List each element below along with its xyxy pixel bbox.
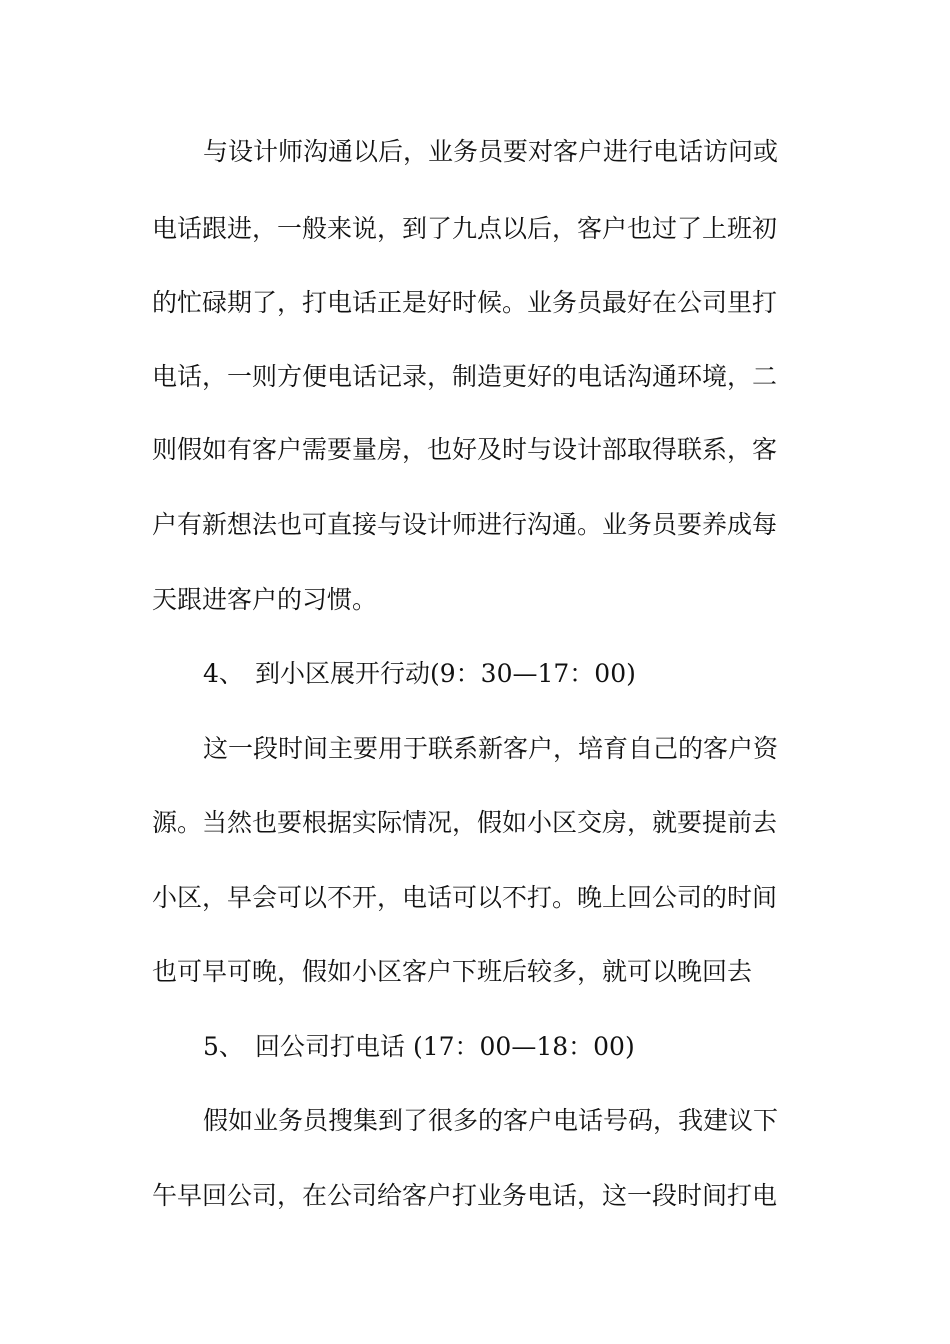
paragraph-1-line-3: 的忙碌期了，打电话正是好时候。业务员最好在公司里打 — [152, 288, 778, 317]
section-number: 5、 — [203, 1032, 244, 1061]
section-title: 到小区展开行动(9：30—17：00) — [255, 659, 636, 688]
paragraph-2-line-1: 这一段时间主要用于联系新客户，培育自己的客户资 — [203, 734, 779, 763]
paragraph-1-line-7: 天跟进客户的习惯。 — [152, 585, 378, 614]
paragraph-1-line-1: 与设计师沟通以后，业务员要对客户进行电话访问或 — [203, 137, 779, 166]
paragraph-2-line-3: 小区，早会可以不开，电话可以不打。晚上回公司的时间 — [152, 883, 778, 912]
paragraph-1-line-6: 户有新想法也可直接与设计师进行沟通。业务员要养成每 — [152, 510, 778, 539]
section-number: 4、 — [203, 659, 244, 688]
section-heading-5 — [203, 1029, 863, 1065]
paragraph-1-line-5: 则假如有客户需要量房，也好及时与设计部取得联系，客 — [152, 435, 778, 464]
paragraph-1-line-2: 电话跟进，一般来说，到了九点以后，客户也过了上班初 — [152, 214, 778, 243]
paragraph-3-line-2: 午早回公司，在公司给客户打业务电话，这一段时间打电 — [152, 1181, 778, 1210]
section-title: 回公司打电话 (17：00—18：00) — [255, 1032, 635, 1061]
paragraph-2-line-2: 源。当然也要根据实际情况，假如小区交房，就要提前去 — [152, 808, 778, 837]
paragraph-3-line-1: 假如业务员搜集到了很多的客户电话号码，我建议下 — [203, 1106, 779, 1135]
paragraph-1-line-4: 电话，一则方便电话记录，制造更好的电话沟通环境，二 — [152, 362, 778, 391]
paragraph-2-line-4: 也可早可晚，假如小区客户下班后较多，就可以晚回去 — [152, 957, 753, 986]
section-heading-4 — [203, 656, 863, 692]
